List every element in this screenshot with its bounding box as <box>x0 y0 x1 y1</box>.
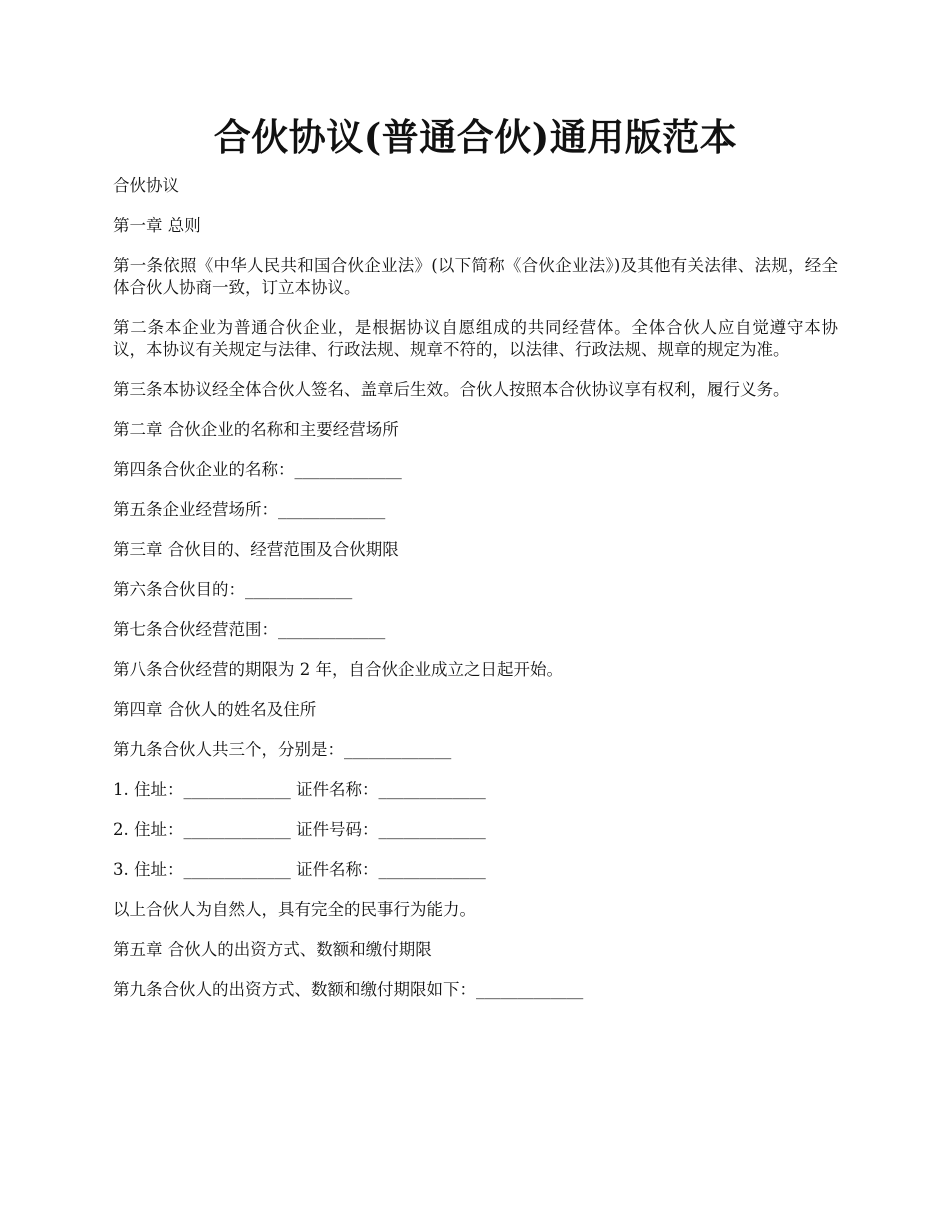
article-8: 第八条合伙经营的期限为 2 年，自合伙企业成立之日起开始。 <box>113 660 563 679</box>
partner-2-entry: 2. 住址：_____________ 证件号码：_____________ <box>113 820 486 839</box>
chapter-1-heading: 第一章 总则 <box>113 216 201 235</box>
article-2: 第二条本企业为普通合伙企业，是根据协议自愿组成的共同经营体。全体合伙人应自觉遵守本协议，本协议有关规定与法律、行政法规、规章不符的，以法律、行政法规、规章的规定为准。 <box>113 318 838 359</box>
chapter-4-heading: 第四章 合伙人的姓名及住所 <box>113 700 317 719</box>
article-7: 第七条合伙经营范围：_____________ <box>113 620 386 639</box>
article-3: 第三条本协议经全体合伙人签名、盖章后生效。合伙人按照本合伙协议享有权利，履行义务。 <box>113 380 790 399</box>
paragraph-agreement-heading: 合伙协议 <box>113 176 179 195</box>
article-4: 第四条合伙企业的名称：_____________ <box>113 460 402 479</box>
article-1: 第一条依照《中华人民共和国合伙企业法》(以下简称《合伙企业法》)及其他有关法律、法规，经全体合伙人协商一致，订立本协议。 <box>113 256 838 297</box>
chapter-5-heading: 第五章 合伙人的出资方式、数额和缴付期限 <box>113 940 432 959</box>
document-title: 合伙协议(普通合伙)通用版范本 <box>213 115 738 159</box>
partner-3-entry: 3. 住址：_____________ 证件名称：_____________ <box>113 860 486 879</box>
partner-1-entry: 1. 住址：_____________ 证件名称：_____________ <box>113 780 486 799</box>
chapter-2-heading: 第二章 合伙企业的名称和主要经营场所 <box>113 420 399 439</box>
article-9-contribution: 第九条合伙人的出资方式、数额和缴付期限如下：_____________ <box>113 980 584 999</box>
chapter-3-heading: 第三章 合伙目的、经营范围及合伙期限 <box>113 540 399 559</box>
document-body <box>113 175 838 1001</box>
article-5: 第五条企业经营场所：_____________ <box>113 500 386 519</box>
article-6: 第六条合伙目的：_____________ <box>113 580 353 599</box>
article-9: 第九条合伙人共三个，分别是：_____________ <box>113 740 452 759</box>
partners-statement: 以上合伙人为自然人，具有完全的民事行为能力。 <box>113 900 476 919</box>
